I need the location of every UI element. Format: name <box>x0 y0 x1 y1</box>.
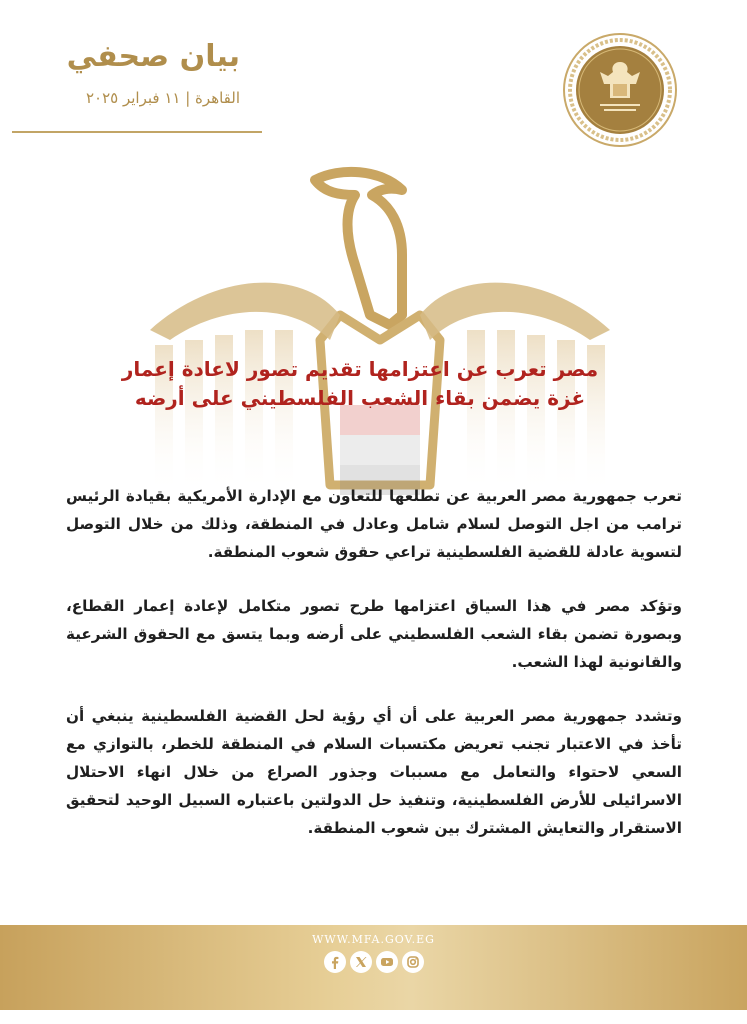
header-divider <box>12 131 262 133</box>
dateline: القاهرة | ١١ فبراير ٢٠٢٥ <box>85 89 240 107</box>
statement-body <box>66 482 682 842</box>
document-title: بيان صحفي <box>66 39 240 74</box>
facebook-icon[interactable] <box>324 951 346 973</box>
body-paragraph-2: وتؤكد مصر في هذا السياق اعتزامها طرح تصور متكامل لإعادة إعمار القطاع، وبصورة تضمن بقاء الشعب الفلسطيني على أرضه وبما يتسق مع الحقوق الشرعية والقانونية لهذا الشعب. <box>66 597 682 671</box>
ministry-seal-icon <box>562 32 678 148</box>
footer-website-link[interactable]: WWW.MFA.GOV.EG <box>312 933 435 946</box>
header-block <box>18 40 258 107</box>
footer-bottom-strip <box>0 1010 747 1024</box>
body-paragraph-1: تعرب جمهورية مصر العربية عن تطلعها للتعاون مع الإدارة الأمريكية بقيادة الرئيس ترامب من اجل التوصل لسلام شامل وعادل في المنطقة، وذلك من خلال التوصل لتسوية عادلة للقضية الفلسطينية تراعي حقوق شعوب المنطقة. <box>66 487 682 561</box>
body-paragraph-3: وتشدد جمهورية مصر العربية على أن أي رؤية لحل القضية الفلسطينية ينبغي أن تأخذ في الاعتبار تجنب تعريض مكتسبات السلام في المنطقة للخطر، بالتوازي مع السعي لاحتواء والتعامل مع مسببات وجذور الصراع من خلال انهاء الاحتلال الاسرائيلى للأرض الفلسطينية، وتنفيذ حل الدولتين باعتباره السبيل الوحيد لتحقيق الاستقرار والتعايش المشترك بين شعوب المنطقة. <box>66 707 682 837</box>
youtube-icon[interactable] <box>376 951 398 973</box>
headline-line-1: مصر تعرب عن اعتزامها تقديم تصور لاعادة إعمار <box>121 357 599 381</box>
headline <box>90 355 630 413</box>
social-links <box>0 951 747 973</box>
instagram-icon[interactable] <box>402 951 424 973</box>
x-icon[interactable] <box>350 951 372 973</box>
footer-band <box>0 925 747 1010</box>
eagle-watermark-icon <box>140 165 620 495</box>
headline-line-2: غزة يضمن بقاء الشعب الفلسطيني على أرضه <box>134 386 586 410</box>
